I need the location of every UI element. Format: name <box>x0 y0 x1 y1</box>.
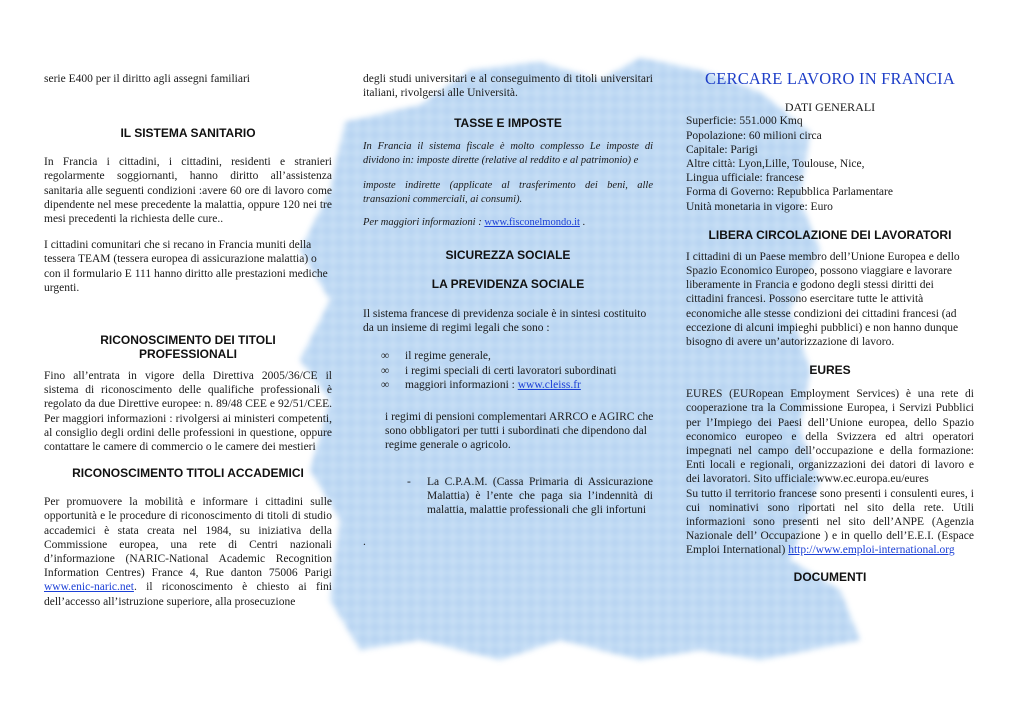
dati-line: Popolazione: 60 milioni circa <box>686 129 822 142</box>
dati-line: Forma di Governo: Repubblica Parlamentare <box>686 186 893 199</box>
eures-paragraph-2 <box>686 487 974 558</box>
eures-paragraph-1: EURES (EURopean Employment Services) è una rete di cooperazione tra la Commissione Europea, i Servizi Pubblici per l’Impiego dei Paesi dell’Unione europea, dello Spazio economico europeo e della Svizzera ed altri operatori impegnati nel campo dell’occupazione e della formazione: Enti locali e regionali, organizzazioni dei datori di lavoro e dei lavoratori. Sito ufficiale:www.ec.europa.eu/eures <box>686 388 974 486</box>
previdenza-paragraph-2: i regimi di pensioni complementari ARRCO e AGIRC che sono obbligatori per tutti i subordinati che dipendono dal regime generale o agricolo. <box>385 410 654 452</box>
titoli-professionali-paragraph: Fino all’entrata in vigore della Direttiva 2005/36/CE il sistema di riconoscimento delle qualifiche professionali è regolato da due Direttive europee: n. 89/48 CEE e 92/51/CEE. Per maggiori informazioni : rivolgersi ai ministeri competenti, al consiglio degli ordini delle professioni in questione, oppure contattare le camere di commercio o le camere dei mestieri <box>44 370 332 454</box>
list-item <box>381 349 653 363</box>
intro-continuation: serie E400 per il diritto agli assegni familiari <box>44 73 250 85</box>
heading-dati-generali: DATI GENERALI <box>784 100 876 115</box>
dash-bullet-icon: - <box>407 475 411 488</box>
heading-titoli-professionali-line2: PROFESSIONALI <box>138 347 237 362</box>
emploi-international-link[interactable]: http://www.emploi-international.org <box>788 544 955 557</box>
heading-eures: EURES <box>809 363 851 378</box>
eures-paragraph-2-text: Su tutto il territorio francese sono presenti i consulenti eures, i cui nominativi sono riportati nel sito della rete. Utili informazioni sono presenti nel sito dell’ANPE (Agenzia Nazionale dell’ Occupazione ) e in quello dell’E.E.I. (Espace Emploi International) <box>686 487 974 557</box>
libera-circolazione-paragraph: I cittadini di un Paese membro dell’Unione Europea e dello Spazio Economico Europeo, possono viaggiare e lavorare liberamente in Francia e godono degli stessi diritti dei cittadini francesi. Possono esercitare tutte le attività economiche alle stesse condizioni dei cittadini francesi (ad eccezione di alcuni impieghi pubblici) e non hanno dunque bisogno di avere un’autorizzazione di lavoro. <box>686 250 960 349</box>
list-item-text: i regimi speciali di certi lavoratori subordinati <box>405 364 617 377</box>
titoli-accademici-tail: . il riconoscimento è chiesto ai fini dell’accesso all’istruzione superiore, alla prosecuzione <box>44 581 332 608</box>
sanitario-paragraph-1: In Francia i cittadini, i cittadini, residenti e stranieri regolarmente soggiornanti, hanno diritto all’assistenza sanitaria alle seguenti condizioni :avere 60 ore di lavoro come dipendente nel mese precedente la malattia, oppure 120 nei tre mesi precedenti la richiesta delle cure.. <box>44 156 332 226</box>
infinity-bullet-icon: ∞ <box>381 364 390 377</box>
titoli-accademici-paragraph <box>44 495 332 609</box>
heading-titoli-professionali <box>44 333 332 361</box>
infinity-bullet-icon: ∞ <box>381 350 390 363</box>
dati-line: Capitale: Parigi <box>686 143 758 156</box>
tasse-paragraph-1: In Francia il sistema fiscale è molto complesso Le imposte di dividono in: imposte dirette (relative al reddito e al patrimonio) e <box>363 141 653 166</box>
dati-generali-list <box>686 114 974 213</box>
universita-continuation: degli studi universitari e al conseguimento di titoli universitari italiani, rivolgersi alle Università. <box>363 73 653 100</box>
cpam-dash-item <box>407 475 653 518</box>
list-item-text: il regime generale, <box>405 350 491 363</box>
cpam-text: La C.P.A.M. (Cassa Primaria di Assicurazione Malattia) è l’ente che paga sia l’indennità di malattia, malattie professionali che gli infortuni <box>427 475 653 516</box>
heading-sicurezza-sociale: SICUREZZA SOCIALE <box>445 247 571 262</box>
dati-line: Superficie: 551.000 Kmq <box>686 115 803 128</box>
infinity-bullet-icon: ∞ <box>381 378 390 391</box>
left-column <box>44 72 332 609</box>
stray-dot: . <box>363 536 366 549</box>
dati-line: Lingua ufficiale: francese <box>686 172 804 185</box>
titoli-accademici-text: Per promuovere la mobilità e informare i cittadini sulle opportunità e le procedure di riconoscimento di titoli di studio accademici è stata creata nel 1984, su iniziativa della Commissione europea, una rete di Centri nazionali d’informazione (NARIC-National Academic Recognition Information Centres) France 4, Rue danton 75006 Parigi <box>44 496 332 580</box>
page-title: CERCARE LAVORO IN FRANCIA <box>705 69 955 88</box>
heading-previdenza-sociale: LA PREVIDENZA SOCIALE <box>431 276 585 291</box>
cleiss-link[interactable]: www.cleiss.fr <box>517 378 581 391</box>
list-item <box>381 364 653 378</box>
fisconelmondo-link[interactable]: www.fisconelmondo.it <box>484 217 580 229</box>
dati-line: Altre città: Lyon,Lille, Toulouse, Nice, <box>686 158 865 171</box>
heading-sistema-sanitario: IL SISTEMA SANITARIO <box>120 126 256 141</box>
middle-column <box>363 72 653 549</box>
list-item <box>381 378 653 392</box>
sanitario-paragraph-2: I cittadini comunitari che si recano in Francia muniti della tessera TEAM (tessera europea di assicurazione malattia) o con il formulario E 111 hanno diritto alle prestazioni mediche urgenti. <box>44 239 328 294</box>
right-column <box>686 69 974 584</box>
heading-titoli-accademici: RICONOSCIMENTO TITOLI ACCADEMICI <box>72 466 304 481</box>
heading-documenti: DOCUMENTI <box>793 569 867 584</box>
previdenza-paragraph-1: Il sistema francese di previdenza sociale è in sintesi costituito da un insieme di regimi legali che sono : <box>363 307 647 335</box>
enic-naric-link[interactable]: www.enic-naric.net <box>44 581 134 594</box>
heading-titoli-professionali-line1: RICONOSCIMENTO DEI TITOLI <box>100 333 276 348</box>
tasse-info-prefix: Per maggiori informazioni : <box>363 217 482 229</box>
tasse-info-line <box>363 216 653 230</box>
tasse-info-suffix: . <box>582 217 586 229</box>
previdenza-list <box>363 349 653 392</box>
tasse-paragraph-2: imposte indirette (applicate al trasferimento dei beni, alle transazioni commerciali, ai consumi). <box>363 180 653 205</box>
heading-tasse-imposte: TASSE E IMPOSTE <box>454 116 562 131</box>
heading-libera-circolazione: LIBERA CIRCOLAZIONE DEI LAVORATORI <box>708 227 952 242</box>
dati-line: Unità monetaria in vigore: Euro <box>686 200 833 213</box>
list-item-text: maggiori informazioni : <box>405 378 515 391</box>
